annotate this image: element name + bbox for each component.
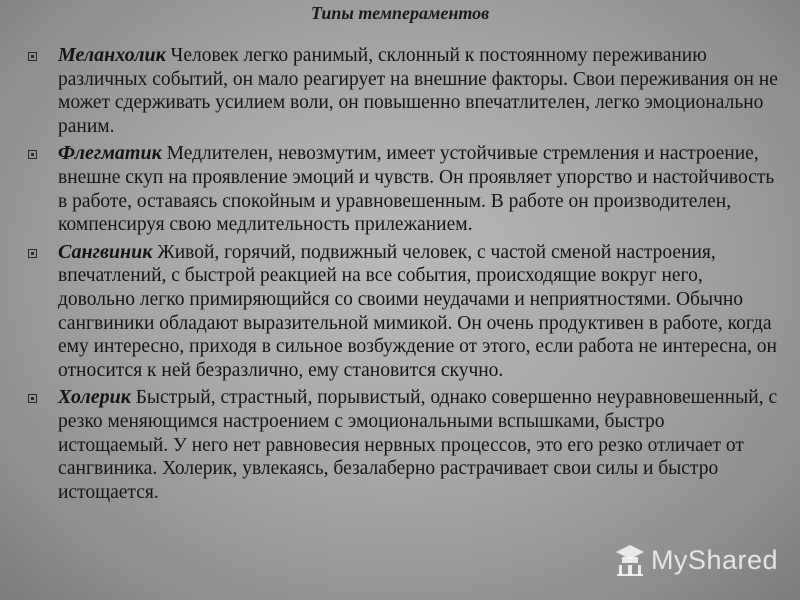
description-phlegmatic: Медлителен, невозмутим, имеет устойчивые стремления и настроение, внешне скуп на проявление эмоций и чувств. Он проявляет упорство и настойчивость в работе, оставаясь спокойным и уравновешенным. В работе он производителен, компенсируя свою медлительность прилежанием. [58,143,775,236]
mortarboard-icon [615,543,645,577]
term-sanguine: Сангвиник [58,240,153,263]
list-item-choleric [28,386,778,504]
list-item-melancholic [28,44,778,138]
watermark [615,542,778,578]
list-item-sanguine [28,241,778,383]
square-bullet-icon [28,394,37,403]
list-item-phlegmatic [28,142,778,236]
term-melancholic: Меланхолик [58,44,166,66]
square-bullet-icon [28,150,37,159]
description-sanguine: Живой, горячий, подвижный человек, с частой сменой настроения, впечатлений, с быстрой реакцией на все события, происходящие вокруг него, довольно легко примиряющийся со своими неудачами и неприятностями. Обычно сангвиники обладают выразительной мимикой. Он очень продуктивен в работе, когда ему интересно, приходя в сильное возбуждение от этого, если работа не интересна, он относится к ней безразлично, ему становится скучно. [58,241,777,381]
temperament-list [28,44,778,508]
watermark-text: MyShared [650,544,778,575]
slide-title: Типы темпераментов [310,3,490,23]
square-bullet-icon [28,249,37,258]
term-choleric: Холерик [58,386,131,409]
description-melancholic: Человек легко ранимый, склонный к постоянному переживанию различных событий, он мало реагирует на внешние факторы. Свои переживания он не может сдерживать усилием воли, он повышенно впечатлителен, легко эмоционально раним. [58,45,778,137]
description-choleric: Быстрый, страстный, порывистый, однако совершенно неуравновешенный, с резко меняющимся настроением с эмоциональными вспышками, быстро истощаемый. У него нет равновесия нервных процессов, это его резко отличает от сангвиника. Холерик, увлекаясь, безалаберно растрачивает свои силы и быстро истощается. [58,387,778,503]
term-phlegmatic: Флегматик [58,142,162,165]
square-bullet-icon [28,52,37,61]
